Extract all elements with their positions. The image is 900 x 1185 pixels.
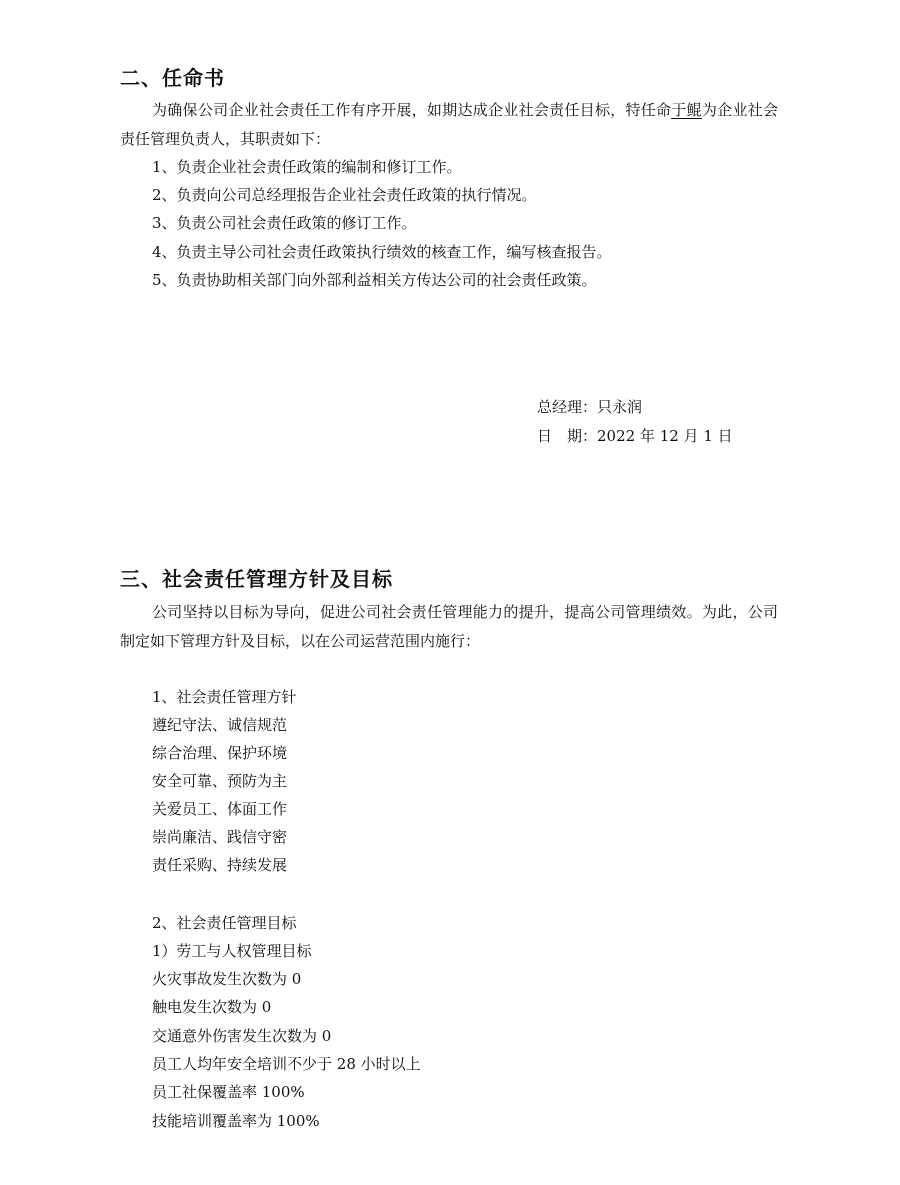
goal-item: 员工社保覆盖率 100%	[152, 1083, 305, 1101]
appointment-paragraph	[120, 96, 778, 153]
section-3-title: 三、社会责任管理方针及目标	[120, 567, 393, 591]
appointment-intro-after: 为企业社会责任管理负责人，其职责如下：	[120, 101, 778, 148]
policy-item: 责任采购、持续发展	[152, 856, 288, 874]
duty-item-5: 5、负责协助相关部门向外部利益相关方传达公司的社会责任政策。	[152, 271, 597, 289]
policy-heading: 1、社会责任管理方针	[152, 688, 297, 706]
policy-item: 崇尚廉洁、践信守密	[152, 828, 288, 846]
duty-item-4: 4、负责主导公司社会责任政策执行绩效的核查工作，编写核查报告。	[152, 243, 612, 261]
goal-item: 触电发生次数为 0	[152, 998, 272, 1016]
policy-item: 遵纪守法、诚信规范	[152, 716, 288, 734]
policy-intro-paragraph: 公司坚持以目标为导向，促进公司社会责任管理能力的提升，提高公司管理绩效。为此，公司制定如下管理方针及目标，以在公司运营范围内施行：	[120, 603, 778, 650]
signature-date: 日 期：2022 年 12 月 1 日	[537, 427, 733, 445]
goal-item: 技能培训覆盖率为 100%	[152, 1112, 320, 1130]
duty-item-1: 1、负责企业社会责任政策的编制和修订工作。	[152, 158, 462, 176]
appointee-name: 于鲲	[671, 101, 702, 119]
signature-manager: 总经理：只永润	[537, 398, 643, 416]
duty-item-3: 3、负责公司社会责任政策的修订工作。	[152, 214, 417, 232]
appointment-intro-before: 为确保公司企业社会责任工作有序开展，如期达成企业社会责任目标，特任命	[152, 101, 672, 119]
policy-item: 安全可靠、预防为主	[152, 772, 288, 790]
goal-item: 员工人均年安全培训不少于 28 小时以上	[152, 1055, 421, 1073]
goal-item: 交通意外伤害发生次数为 0	[152, 1027, 332, 1045]
section-2-title: 二、任命书	[120, 66, 225, 90]
policy-item: 关爱员工、体面工作	[152, 800, 288, 818]
policy-item: 综合治理、保护环境	[152, 744, 288, 762]
goals-subheading: 1）劳工与人权管理目标	[152, 942, 312, 960]
goal-item: 火灾事故发生次数为 0	[152, 970, 302, 988]
duty-item-2: 2、负责向公司总经理报告企业社会责任政策的执行情况。	[152, 186, 537, 204]
goals-heading: 2、社会责任管理目标	[152, 914, 297, 932]
